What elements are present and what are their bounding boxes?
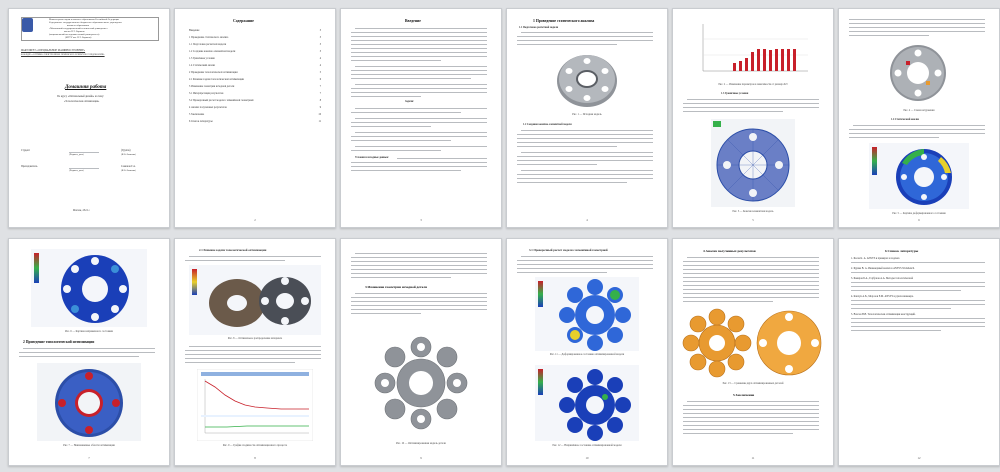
parts-comparison-image: [681, 307, 825, 379]
page-11-results: [672, 238, 834, 466]
toc-row[interactable]: 3.1 Интерпретация результатов 7: [189, 92, 321, 95]
optimized-stress-image: [535, 365, 639, 441]
intro-heading: Введение: [405, 19, 421, 23]
faculty: ФАКУЛЬТЕТ «СПЕЦИАЛЬНОЕ МАШИНОСТРОЕНИЕ»: [21, 49, 86, 52]
subsection-heading: 1.1 Подготовка расчетной модели: [519, 26, 559, 29]
subtitle-topic: «Топологическая оптимизация»: [64, 100, 100, 103]
section-heading: 6 Список литературы: [885, 249, 919, 253]
contents-heading: Содержание: [233, 19, 254, 23]
page-2-contents: [174, 8, 336, 228]
section-heading: 4 Анализ полученных результатов: [703, 249, 756, 253]
figure-caption: Рис. 8 — Оптимальное распределение материала: [227, 337, 283, 340]
page-number: 4: [586, 218, 588, 222]
subsection-heading: 1.3 Граничные условия: [721, 92, 749, 95]
figure-caption: Рис. 2 — Изменение параметров в зависимости от размера КЭ: [718, 83, 788, 86]
page-number: 6: [918, 218, 920, 222]
page-1-title: [8, 8, 170, 228]
student-label: Студент: [21, 149, 30, 152]
material-distribution-image: [189, 265, 321, 335]
supervisor-name: Семенов Г.А.: [121, 165, 136, 168]
student-signature: (Подпись, дата): [69, 154, 84, 156]
section-heading: 5 Заключение: [733, 393, 755, 397]
header-line: имени Н.Э. Баумана: [64, 30, 85, 33]
mesh-convergence-chart: [693, 19, 813, 81]
toc-row[interactable]: 1.1 Подготовка расчетной модели 3: [189, 43, 321, 46]
toc-row[interactable]: 1.2 Создание конечно-элементной модели 3: [189, 50, 321, 53]
section-heading: 2 Проведение топологической оптимизации: [23, 340, 95, 344]
group-label: (Группа): [121, 149, 131, 152]
toc-row[interactable]: 6 Список литературы 11: [189, 120, 321, 123]
figure-caption: Рис. 7 — Неизменяемые области оптимизации: [63, 444, 115, 447]
figure-caption: Рис. 9 — График сходимости оптимизационного процесса: [222, 444, 288, 447]
figure-caption: Рис. 1 — Исходная модель: [572, 113, 602, 116]
reference-item: 2. Бруяка В. А. Инженерный анализ в ANSYS Workbench.: [851, 267, 915, 270]
supervisor-label: Преподаватель: [21, 165, 38, 168]
header-line: (МГТУ им. Н.Э. Баумана): [65, 36, 92, 39]
subsection-heading: 1.2 Создание конечно-элементной модели: [523, 123, 572, 126]
page-8-optimization: [174, 238, 336, 466]
page-7-topology: [8, 238, 170, 466]
page-6-static: [838, 8, 1000, 228]
header-line: высшего образования: [67, 24, 90, 27]
figure-caption: Рис. 4 — Схема нагружения: [903, 109, 935, 112]
figure-caption: Рис. 5 — Картина деформированного состояния: [892, 212, 946, 215]
document-title: Домашняя работа: [65, 85, 107, 90]
header-line: Федеральное государственное бюджетное образовательное учреждение: [49, 21, 122, 24]
figure-caption: Рис. 3 — Конечноэлементная модель: [732, 210, 774, 213]
load-scheme-image: [883, 41, 953, 105]
convergence-chart: [197, 369, 313, 441]
supervisor-signature: (Подпись, дата): [69, 170, 84, 172]
page-12-references: [838, 238, 1000, 466]
page-number: 11: [751, 456, 755, 460]
figure-caption: Рис. 10 — Оптимизированная модель детали: [396, 442, 446, 445]
page-number: 2: [254, 218, 256, 222]
optimized-deformation-image: [535, 277, 639, 351]
city-year: Москва, 2024 г.: [73, 209, 90, 212]
figure-caption: Рис. 6 — Картина напряженного состояния: [65, 330, 113, 333]
reference-item: 5. Власов В.В. Топологическая оптимизация конструкций.: [851, 313, 916, 316]
page-number: 10: [585, 456, 589, 460]
toc-row[interactable]: 2.1 Решение задачи топологической оптимизации 6: [189, 78, 321, 81]
fe-mesh-image: [711, 119, 795, 207]
page-number: 9: [420, 456, 422, 460]
page-number: 5: [752, 218, 754, 222]
page-number: 12: [917, 456, 921, 460]
tasks-heading: Задачи:: [405, 100, 414, 103]
page-3-intro: [340, 8, 502, 228]
toc-row[interactable]: Введение 3: [189, 29, 321, 32]
flange-model-image: [547, 49, 627, 111]
department: КАФЕДРА «ОПТИКО-ЭЛЕКТРОННЫЕ ПРИБОРЫ НАУЧНЫХ ИССЛЕДОВАНИЙ»: [21, 54, 105, 56]
toc-row[interactable]: 4 Анализ полученных результатов 9: [189, 106, 321, 109]
supervisor-fio: (И.О. Фамилия): [121, 170, 136, 172]
toc-row[interactable]: 1.4 Статический анализ 4: [189, 64, 321, 67]
subsection-heading: 1.4 Статический анализ: [891, 118, 920, 121]
header-line: «Московский государственный технический университет: [49, 27, 108, 30]
subtitle-course: По курсу «Оптимальный дизайн» на тему:: [57, 95, 104, 98]
figure-caption: Рис. 13 — Сравнение двух оптимизированных деталей: [722, 382, 784, 385]
reference-item: 1. Басов К. А. ANSYS в примерах и задачах.: [851, 257, 901, 260]
section-heading: 2.1 Решение задачи топологической оптимизации: [199, 248, 267, 252]
section-heading: 1 Проведение статического анализа: [533, 19, 595, 23]
optimized-part-image: [371, 333, 471, 433]
deformation-result-image: [869, 143, 969, 209]
toc-row[interactable]: 2 Проведение топологической оптимизации 5: [189, 71, 321, 74]
figure-caption: Рис. 12 — Напряжённое состояние оптимизированной модели: [552, 444, 622, 447]
reference-item: 4. Каплун А.Б., Морозов Е.М. ANSYS в руках инженера.: [851, 295, 914, 298]
header-line: (национальный исследовательский университет)»: [49, 33, 100, 36]
section-heading: 3 Изменение геометрии исходной детали: [365, 285, 428, 289]
page-number: 3: [420, 218, 422, 222]
section-heading: 3.1 Проверочный расчет модели с изменённой геометрией: [529, 248, 608, 252]
design-regions-image: [37, 363, 141, 441]
page-number: 7: [88, 456, 90, 460]
page-number: 8: [254, 456, 256, 460]
page-9-geometry: [340, 238, 502, 466]
figure-caption: Рис. 11 — Деформированное состояние оптимизированной модели: [549, 353, 625, 356]
toc-row[interactable]: 5 Заключение 10: [189, 113, 321, 116]
reference-item: 3. Бакиров Б.А., Горбунов А.А. Методы топологической: [851, 277, 913, 280]
student-name: (И.О. Фамилия): [121, 154, 136, 156]
stress-result-image: [31, 249, 147, 327]
toc-row[interactable]: 1 Проведение статического анализа 3: [189, 36, 321, 39]
page-5-mesh: [672, 8, 834, 228]
header-line: Министерство науки и высшего образования Российской Федерации: [49, 18, 119, 21]
page-4-static-analysis: [506, 8, 668, 228]
page-10-verification: [506, 238, 668, 466]
toc-row[interactable]: 3.2 Проверочный расчет модели с изменённой геометрией 8: [189, 99, 321, 102]
toc-row[interactable]: 1.3 Граничные условия 4: [189, 57, 321, 60]
conditions-heading: Условия и исходные данные:: [355, 156, 389, 159]
toc-row[interactable]: 3 Изменение геометрии исходной детали 7: [189, 85, 321, 88]
